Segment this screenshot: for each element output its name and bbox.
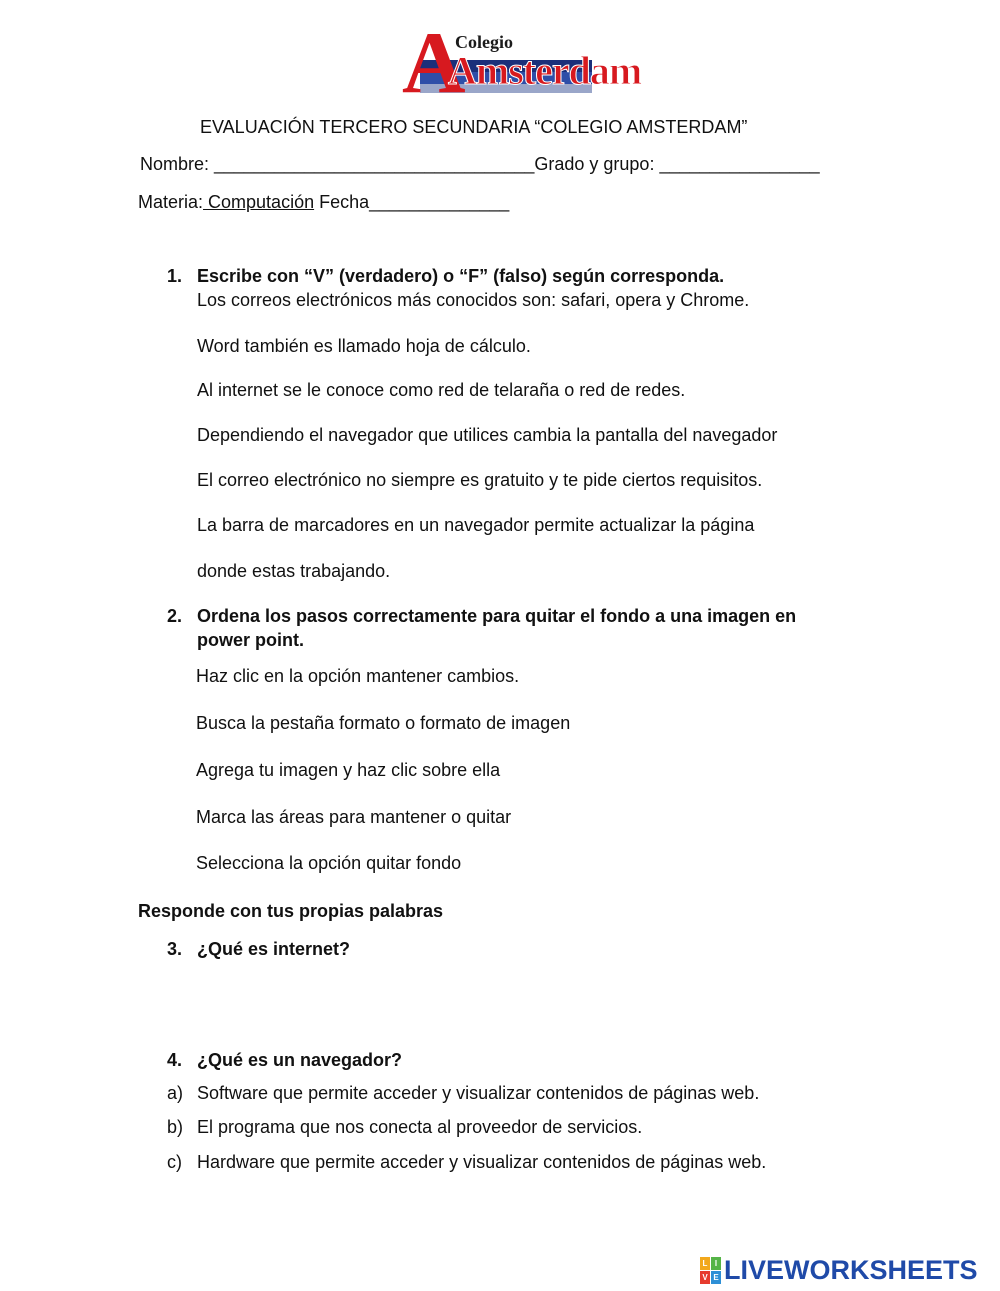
q1-item[interactable]: Dependiendo el navegador que utilices cambia la pantalla del navegador [197, 425, 778, 445]
q4-option-letter: b) [167, 1117, 184, 1137]
q4-number: 4. [167, 1050, 183, 1070]
date-label: Fecha______________ [314, 192, 510, 212]
logo-small-text: Colegio [455, 32, 513, 52]
q3-prompt: ¿Qué es internet? [197, 939, 351, 959]
q2-step[interactable]: Agrega tu imagen y haz clic sobre ella [196, 760, 501, 780]
q2-prompt-line1: Ordena los pasos correctamente para quitar el fondo a una imagen en [197, 606, 797, 626]
q4-option[interactable]: Software que permite acceder y visualizar contenidos de páginas web. [197, 1083, 760, 1103]
q3-answer-area[interactable] [197, 968, 837, 1038]
subject-line [138, 192, 509, 213]
q1-prompt: Escribe con “V” (verdadero) o “F” (falso) según corresponda. [197, 266, 725, 286]
q4-option-letter: a) [167, 1083, 184, 1103]
logo-letter-a: A [402, 15, 464, 112]
q2-step[interactable]: Selecciona la opción quitar fondo [196, 853, 462, 873]
q1-item[interactable]: La barra de marcadores en un navegador permite actualizar la página [197, 515, 755, 535]
grade-label: Grado y grupo: ________________ [534, 154, 820, 174]
mark-letter: L [700, 1257, 710, 1270]
mark-letter: V [700, 1271, 710, 1284]
q1-item[interactable]: Los correos electrónicos más conocidos son: safari, opera y Chrome. [197, 290, 750, 310]
q4-option[interactable]: El programa que nos conecta al proveedor de servicios. [197, 1117, 643, 1137]
q2-step[interactable]: Haz clic en la opción mantener cambios. [196, 666, 520, 686]
q2-number: 2. [167, 606, 183, 626]
liveworksheets-wordmark: LIVEWORKSHEETS [724, 1254, 978, 1285]
q2-step[interactable]: Busca la pestaña formato o formato de imagen [196, 713, 571, 733]
q1-number: 1. [167, 266, 183, 286]
section-heading: Responde con tus propias palabras [138, 901, 444, 921]
subject-label: Materia: [138, 192, 204, 212]
page-title: EVALUACIÓN TERCERO SECUNDARIA “COLEGIO AMSTERDAM” [200, 117, 748, 137]
q1-item[interactable]: El correo electrónico no siempre es gratuito y te pide ciertos requisitos. [197, 470, 763, 490]
name-field[interactable] [140, 154, 820, 175]
school-logo [400, 15, 642, 114]
q1-item[interactable]: Al internet se le conoce como red de telaraña o red de redes. [197, 380, 686, 400]
q4-option[interactable]: Hardware que permite acceder y visualizar contenidos de páginas web. [197, 1152, 767, 1172]
liveworksheets-mark-icon [700, 1257, 720, 1283]
q2-step[interactable]: Marca las áreas para mantener o quitar [196, 807, 512, 827]
q1-item[interactable]: Word también es llamado hoja de cálculo. [197, 336, 531, 356]
name-label: Nombre: ________________________________ [140, 154, 535, 174]
mark-letter: E [711, 1271, 721, 1284]
mark-letter: I [711, 1257, 721, 1270]
q1-item-continuation: donde estas trabajando. [197, 561, 391, 581]
logo-word: Amsterdam [448, 48, 642, 93]
q2-prompt-line2: power point. [197, 630, 304, 650]
q4-prompt: ¿Qué es un navegador? [197, 1050, 403, 1070]
q3-number: 3. [167, 939, 183, 959]
subject-value: Computación [203, 192, 315, 212]
liveworksheets-logo [700, 1253, 978, 1287]
q4-option-letter: c) [167, 1152, 182, 1172]
